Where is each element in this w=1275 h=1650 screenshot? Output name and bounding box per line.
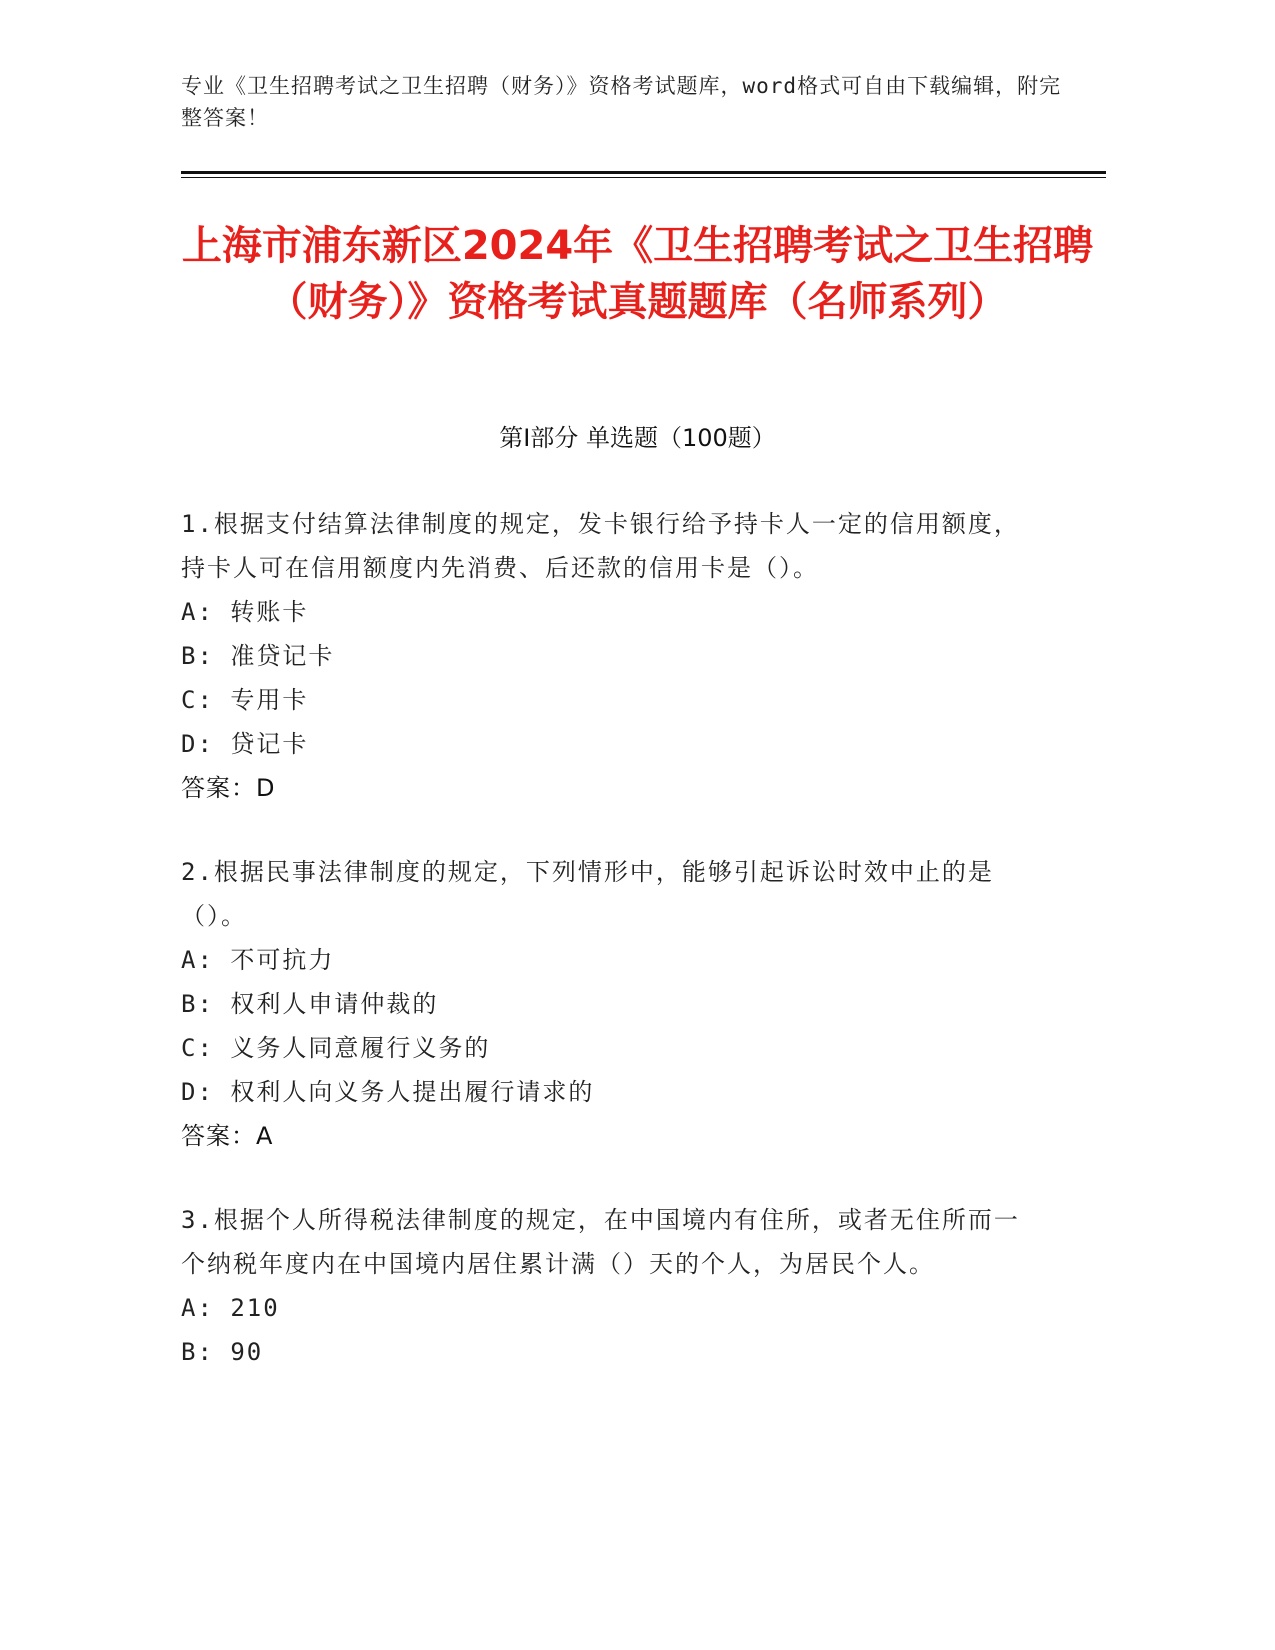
header-note: 专业《卫生招聘考试之卫生招聘（财务）》资格考试题库，word格式可自由下载编辑，附完整答案！	[181, 74, 1062, 130]
question-3	[181, 1198, 1041, 1374]
question-stem: 3.根据个人所得税法律制度的规定，在中国境内有住所，或者无住所而一个纳税年度内在中国境内居住累计满（）天的个人，为居民个人。	[181, 1206, 1020, 1278]
option-a: A: 210	[181, 1294, 280, 1322]
option-c: C: 义务人同意履行义务的	[181, 1034, 491, 1062]
answer: 答案：A	[181, 1122, 274, 1150]
option-a: A: 不可抗力	[181, 946, 335, 974]
option-c: C: 专用卡	[181, 686, 309, 714]
option-b: B: 准贷记卡	[181, 642, 335, 670]
option-d: D: 权利人向义务人提出履行请求的	[181, 1078, 595, 1106]
answer: 答案：D	[181, 774, 276, 802]
document-title: 上海市浦东新区2024年《卫生招聘考试之卫生招聘（财务）》资格考试真题题库（名师系列）	[181, 223, 1094, 325]
option-b: B: 权利人申请仲裁的	[181, 990, 439, 1018]
option-d: D: 贷记卡	[181, 730, 309, 758]
header-rule-thick	[181, 171, 1106, 174]
header-rule-thin	[181, 177, 1106, 178]
question-stem: 1.根据支付结算法律制度的规定，发卡银行给予持卡人一定的信用额度，持卡人可在信用额度内先消费、后还款的信用卡是（）。	[181, 510, 1020, 582]
question-1	[181, 502, 1041, 810]
option-a: A: 转账卡	[181, 598, 309, 626]
question-stem: 2.根据民事法律制度的规定，下列情形中，能够引起诉讼时效中止的是（）。	[181, 858, 994, 930]
question-2	[181, 850, 1041, 1158]
option-b: B: 90	[181, 1338, 264, 1366]
section-title: 第I部分 单选题（100题）	[499, 424, 776, 452]
